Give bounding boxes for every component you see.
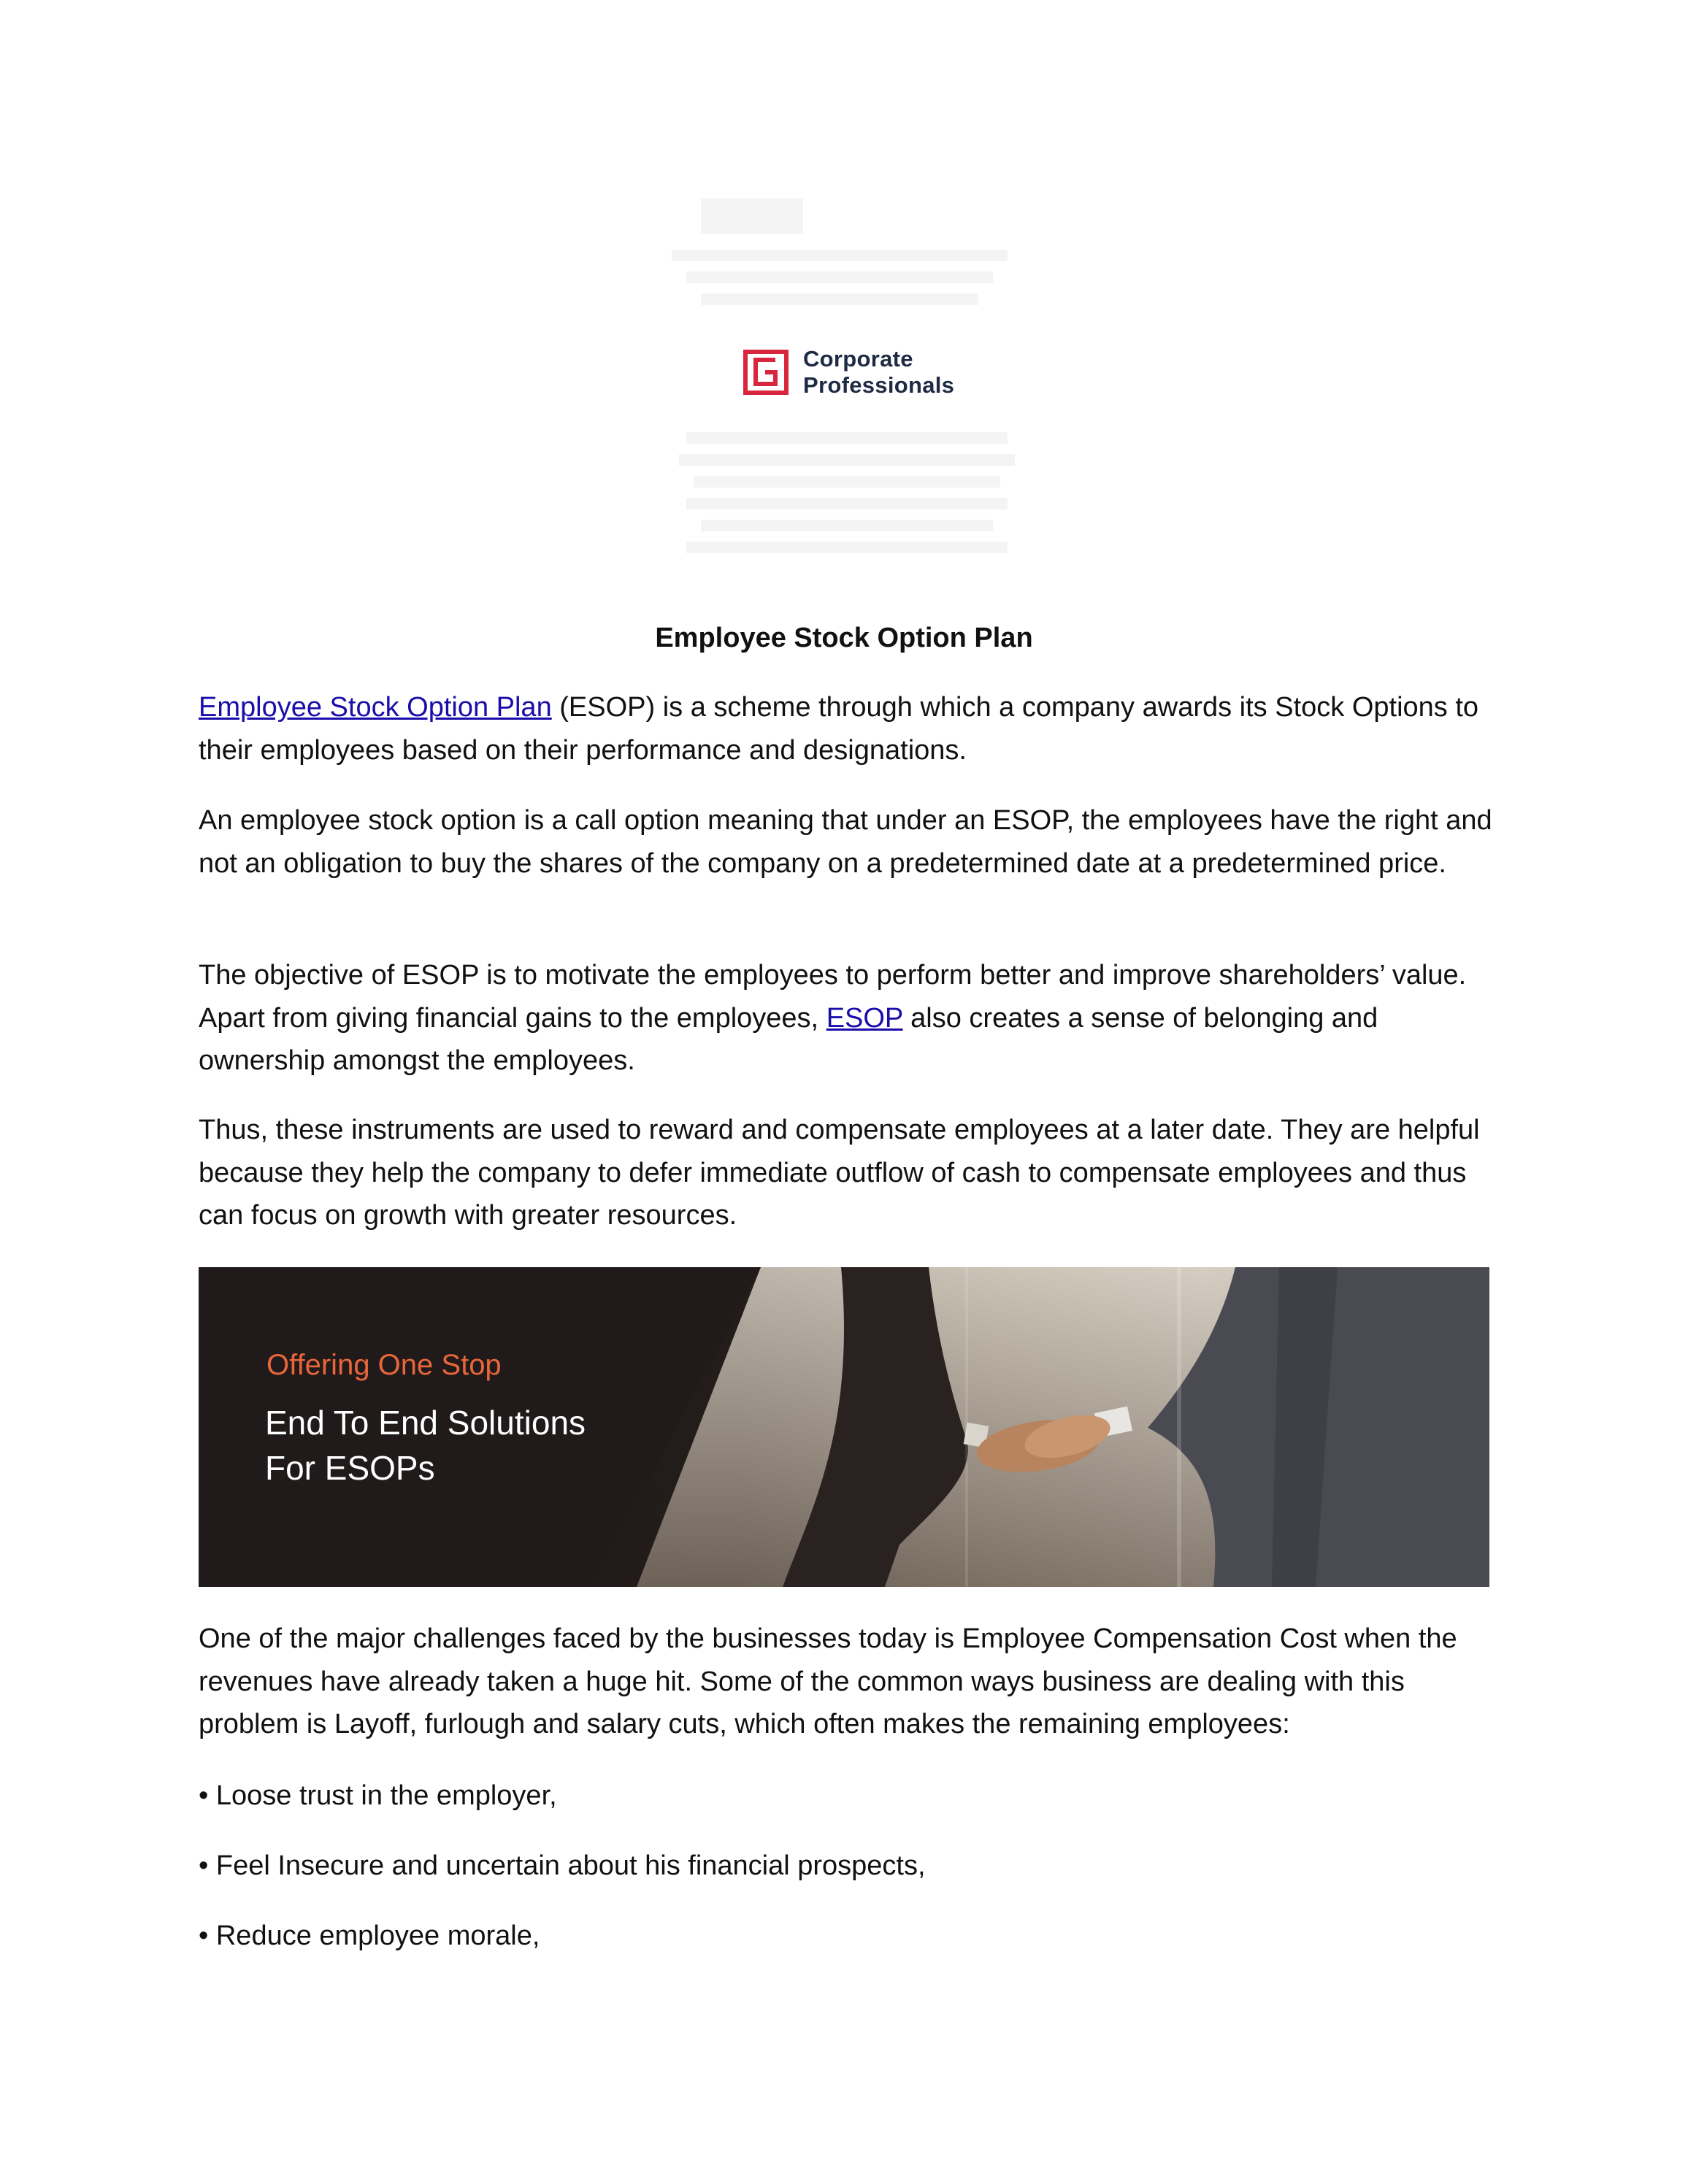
esop-definition-link[interactable]: Employee Stock Option Plan (199, 692, 552, 723)
paragraph-objective (199, 954, 1498, 1083)
esop-link[interactable]: ESOP (826, 1002, 903, 1034)
paragraph-text: The objective of ESOP is to motivate the employees to perform better and improve shareholders’ value. Apart from giving financial gains to the employees, (199, 960, 1467, 1034)
document-title: Employee Stock Option Plan (655, 623, 1033, 653)
logo-lockup (743, 346, 954, 399)
paragraph-challenges: One of the major challenges faced by the businesses today is Employee Compensation Cost when the revenues have already taken a huge hit. Some of the common ways business are dealing with this problem is Layoff, furlough and salary cuts, which often makes the remaining employees: (199, 1623, 1457, 1739)
banner-headline (265, 1400, 586, 1491)
company-logo (657, 191, 1037, 571)
list-item: • Reduce employee morale, (199, 1920, 540, 1951)
paragraph-instruments: Thus, these instruments are used to reward and compensate employees at a later date. They are helpful because they help the company to defer immediate outflow of cash to compensate employees and thus can focus on growth with greater resources. (199, 1115, 1480, 1231)
paragraph-call-option: An employee stock option is a call option meaning that under an ESOP, the employees have the right and not an obligation to buy the shares of the company on a predetermined date at a predetermined price. (199, 805, 1492, 879)
list-item: • Feel Insecure and uncertain about his financial prospects, (199, 1850, 926, 1881)
list-item: • Loose trust in the employer, (199, 1780, 557, 1811)
banner-headline-line-2: For ESOPs (265, 1449, 435, 1487)
corporate-professionals-logo-icon (743, 350, 789, 395)
logo-line-2: Professionals (803, 372, 955, 398)
logo-wordmark (803, 346, 954, 399)
paragraph-esop-definition (199, 686, 1498, 772)
paragraph-text: (ESOP) is a scheme through which a company awards its Stock Options to their employees based on their performance and designations. (199, 692, 1479, 766)
banner-headline-line-1: End To End Solutions (265, 1404, 586, 1442)
logo-line-1: Corporate (803, 346, 913, 372)
paragraph-text: also creates a sense of belonging and ownership amongst the employees. (199, 1002, 1378, 1076)
esop-solutions-banner (199, 1267, 1489, 1587)
banner-kicker: Offering One Stop (266, 1349, 502, 1381)
